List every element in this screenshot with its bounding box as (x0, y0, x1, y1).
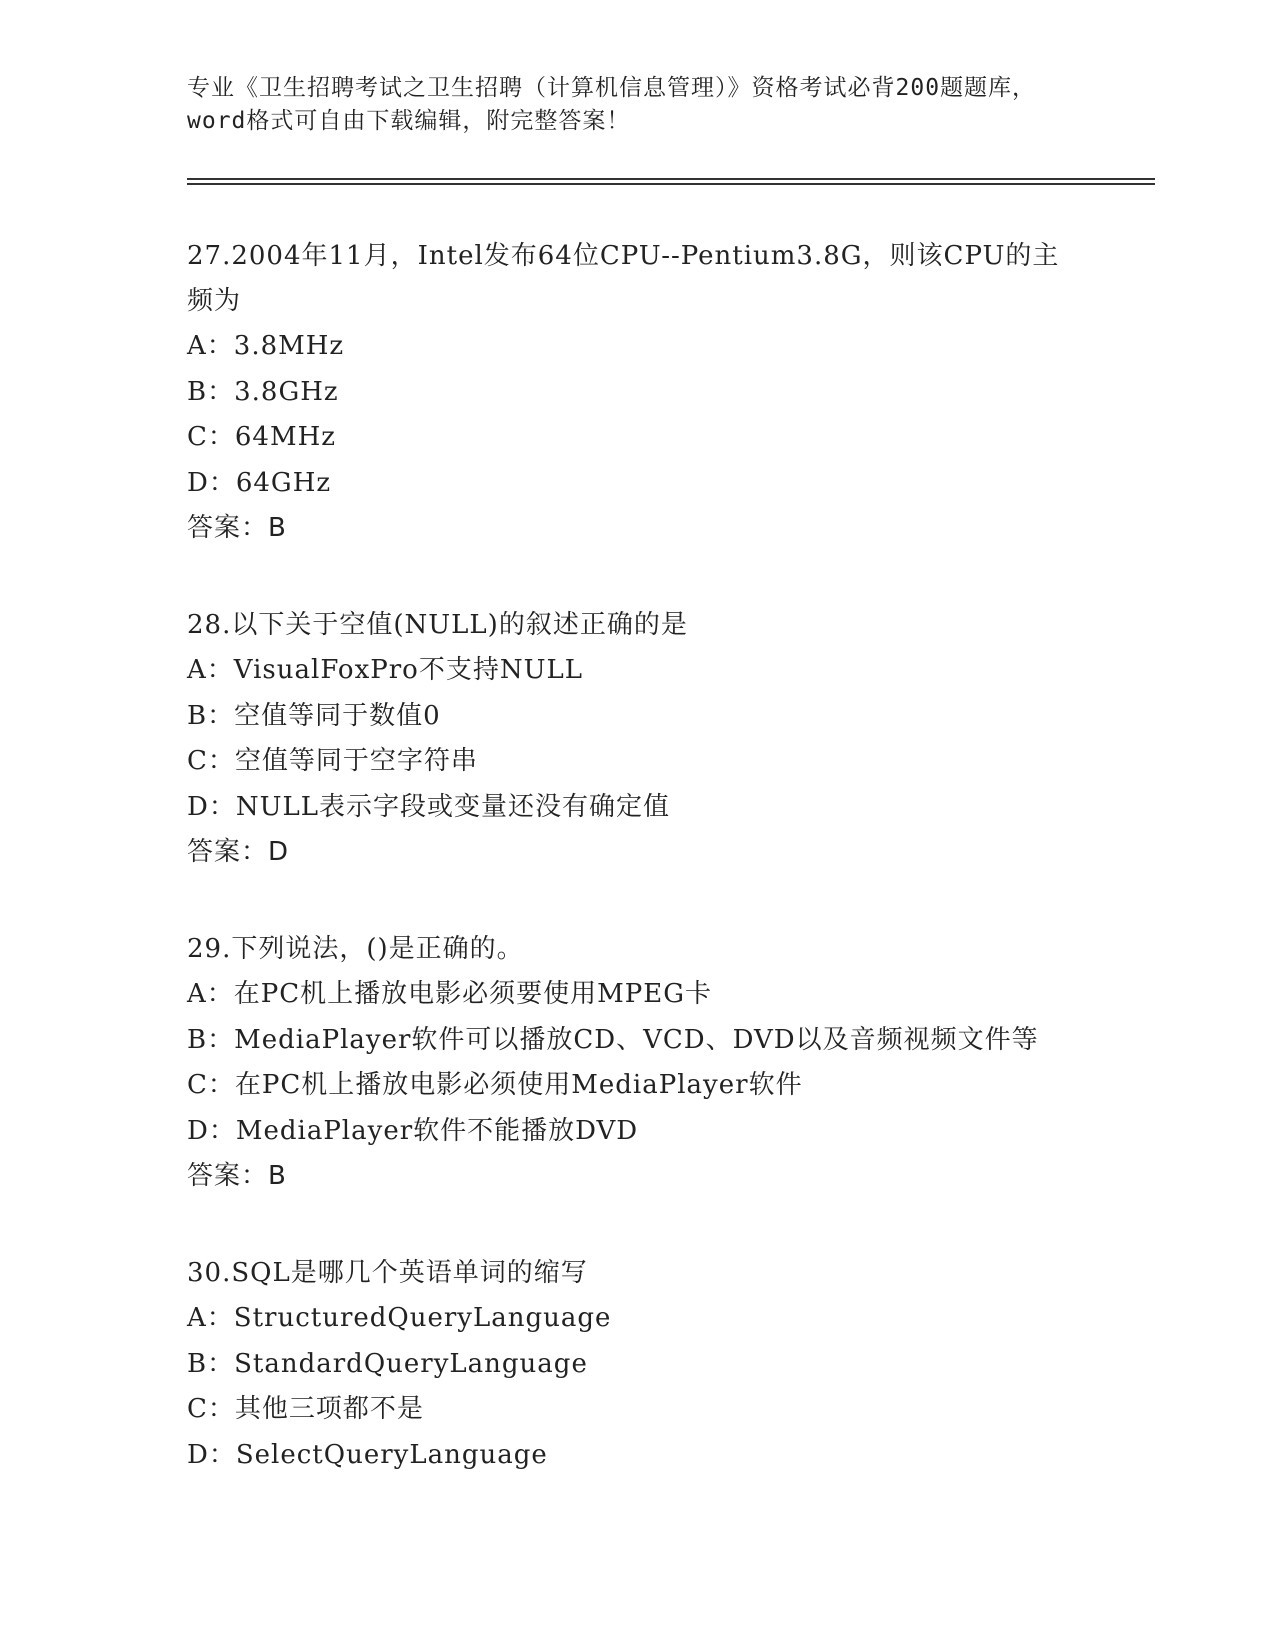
header-divider-top (187, 178, 1155, 180)
question-29-option-b: B：MediaPlayer软件可以播放CD、VCD、DVD以及音频视频文件等 (187, 1024, 1039, 1055)
question-27-answer: 答案：B (187, 513, 287, 543)
question-30-option-d: D：SelectQueryLanguage (187, 1439, 548, 1470)
question-29-title: 29.下列说法，()是正确的。 (187, 934, 524, 964)
header-divider-bottom (187, 183, 1155, 185)
question-27-option-b: B：3.8GHz (187, 376, 339, 407)
question-28 (187, 603, 1087, 875)
question-27-option-a: A：3.8MHz (187, 331, 345, 361)
question-29-answer: 答案：B (187, 1161, 287, 1191)
question-30-option-a: A：StructuredQueryLanguage (187, 1303, 612, 1333)
question-28-title: 28.以下关于空值(NULL)的叙述正确的是 (187, 610, 688, 640)
question-27 (187, 234, 1087, 551)
question-30 (187, 1251, 1087, 1478)
question-list (187, 234, 1087, 1530)
question-28-option-b: B：空值等同于数值0 (187, 700, 441, 731)
question-28-option-d: D：NULL表示字段或变量还没有确定值 (187, 791, 671, 822)
question-27-option-d: D：64GHz (187, 467, 332, 498)
question-30-title: 30.SQL是哪几个英语单词的缩写 (187, 1258, 588, 1288)
question-29-option-a: A：在PC机上播放电影必须要使用MPEG卡 (187, 979, 713, 1009)
question-27-option-c: C：64MHz (187, 422, 336, 452)
question-29-option-d: D：MediaPlayer软件不能播放DVD (187, 1115, 639, 1146)
question-30-option-c: C：其他三项都不是 (187, 1394, 424, 1424)
question-27-title: 27.2004年11月，Intel发布64位CPU--Pentium3.8G，则该CPU的主 (187, 241, 1060, 271)
document-header (187, 72, 1087, 138)
question-28-answer: 答案：D (187, 837, 290, 867)
header-title-line-2: word格式可自由下载编辑，附完整答案！ (187, 108, 631, 134)
question-28-option-a: A：VisualFoxPro不支持NULL (187, 655, 584, 685)
question-29-option-c: C：在PC机上播放电影必须使用MediaPlayer软件 (187, 1070, 803, 1100)
question-27-title-cont: 频为 (187, 286, 242, 316)
question-29 (187, 927, 1087, 1199)
question-30-option-b: B：StandardQueryLanguage (187, 1348, 588, 1379)
header-title-line-1: 专业《卫生招聘考试之卫生招聘（计算机信息管理）》资格考试必背200题题库， (187, 75, 1037, 101)
question-28-option-c: C：空值等同于空字符串 (187, 746, 478, 776)
